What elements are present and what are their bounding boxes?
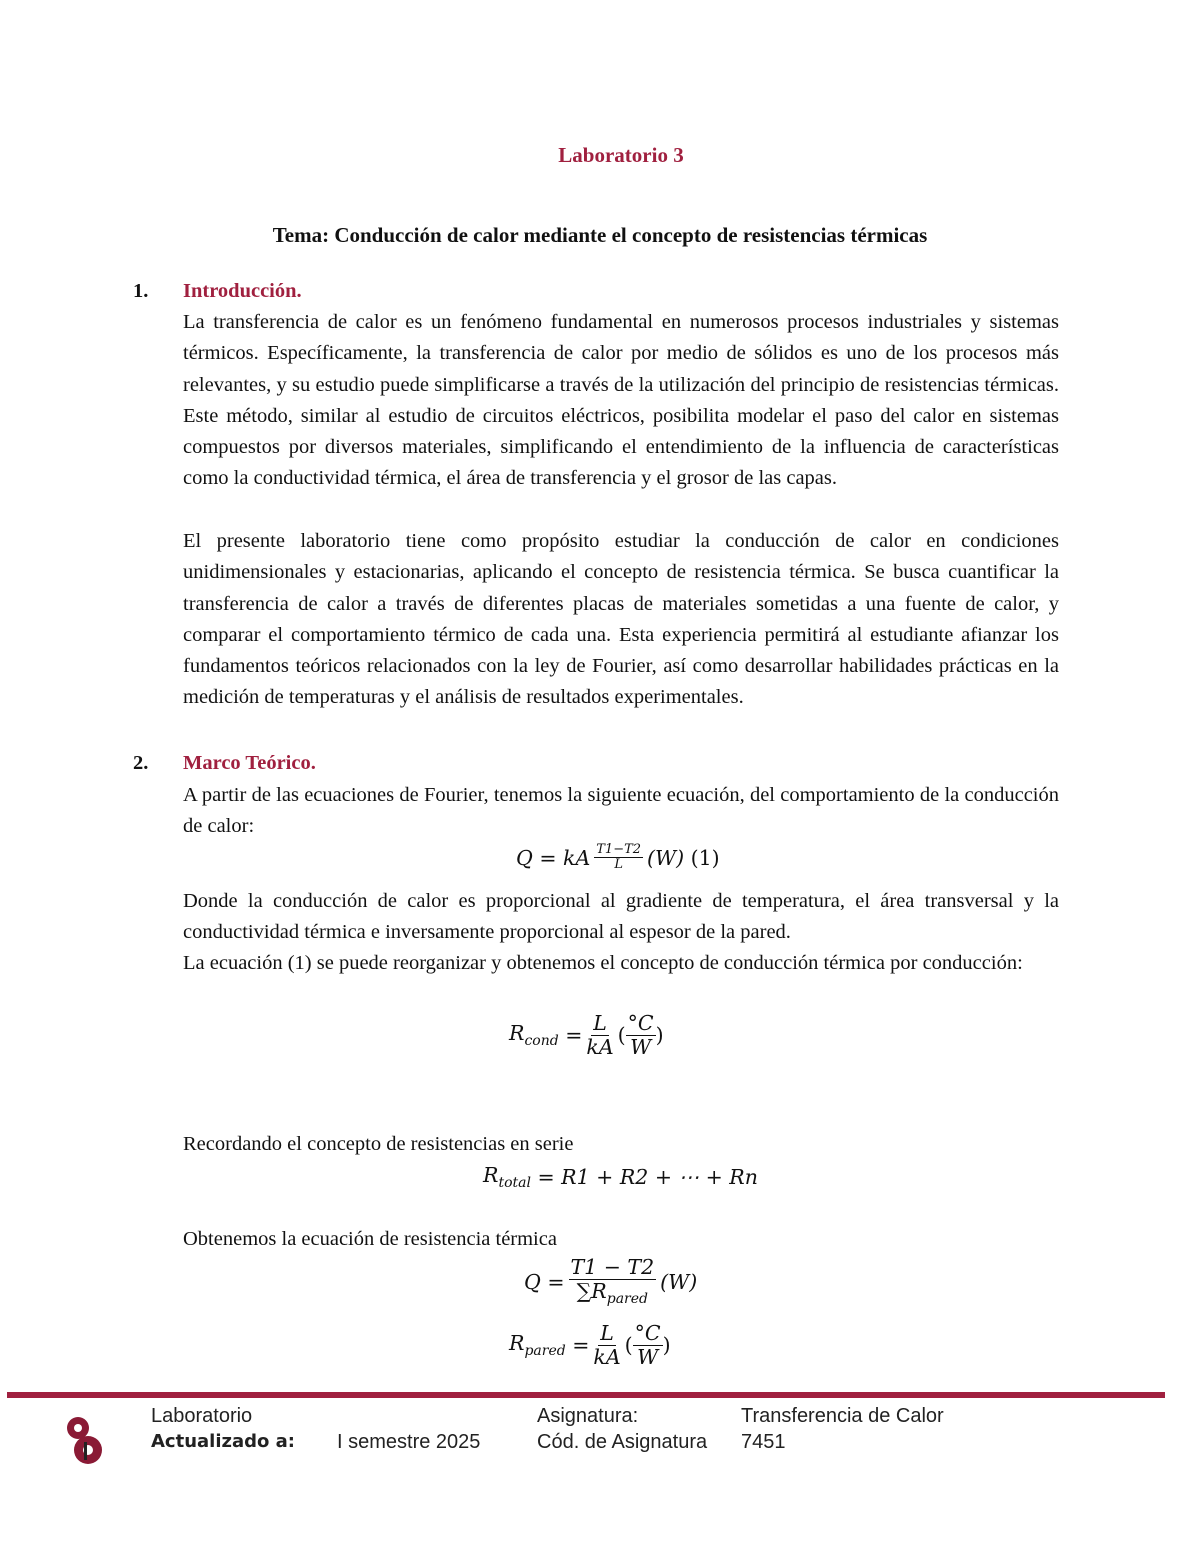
university-logo-icon (62, 1412, 108, 1474)
equation-q (524, 1256, 697, 1307)
eq-num: T1−T2 (596, 842, 642, 857)
equation-rcond: $R_{cond}$ = $\frac{L}{kA}$ ( $\frac{^\circ C}{W}$ ) (509, 1011, 664, 1059)
eq-equals: = (572, 1333, 590, 1358)
eq-sub: total (498, 1175, 531, 1192)
eq-unit-num: °C (634, 1321, 661, 1345)
document-title: Laboratorio 3 (558, 143, 684, 167)
intro-paragraph-1: La transferencia de calor es un fenómeno fundamental en numerosos procesos industriales y sistemas térmicos. Específicamente, la transferencia de calor por medio de sólidos es uno de los procesos más relevantes, y su estudio puede simplificarse a través de la utilización del principio de resistencias térmicas. Este método, similar al estudio de circuitos eléctricos, posibilita modelar el paso del calor en sistemas compuestos por diversos materiales, simplificando el entendimiento de la influencia de características como la conductividad térmica, el área de transferencia y el grosor de las capas. (183, 311, 1059, 490)
intro-paragraph-2: El presente laboratorio tiene como propósito estudiar la conducción de calor en condiciones unidimensionales y estacionarias, aplicando el concepto de resistencia térmica. Se busca cuantificar la transferencia de calor a través de diferentes placas de materiales sometidas a una fuente de calor, y comparar el comportamiento térmico de cada una. Esta experiencia permitirá al estudiante afianzar los fundamentos teóricos relacionados con la ley de Fourier, así como desarrollar habilidades prácticas en la medición de temperaturas y el análisis de resultados experimentales. (183, 530, 1059, 709)
section-heading-intro: Introducción. (183, 280, 302, 302)
eq-den: kA (593, 1344, 621, 1369)
eq-num: T1 − T2 (570, 1255, 655, 1279)
section-number: 2. (133, 752, 149, 774)
footer-label-laboratorio: Laboratorio (151, 1405, 253, 1427)
eq-lhs: Q = (524, 1269, 565, 1294)
section-heading-marco: Marco Teórico. (183, 752, 316, 774)
footer-code: 7451 (741, 1431, 786, 1453)
eq-unit-den: W (637, 1344, 659, 1369)
eq-den: kA (586, 1034, 614, 1059)
eq-tag: (1) (690, 845, 720, 870)
eq-den-sub: pared (606, 1290, 648, 1307)
eq-lhs: Q = kA (516, 845, 591, 870)
footer-subject: Transferencia de Calor (741, 1405, 944, 1427)
footer-semester: I semestre 2025 (337, 1431, 481, 1453)
eq-unit-den: W (630, 1034, 652, 1059)
eq-r: R (509, 1331, 525, 1355)
marco-paragraph-1: A partir de las ecuaciones de Fourier, tenemos la siguiente ecuación, del comportamiento de la conducción de calor: (183, 784, 1059, 838)
footer-divider (7, 1392, 1165, 1398)
eq-equals: = (565, 1023, 583, 1048)
eq-den: ∑R (576, 1278, 607, 1303)
eq-unit-num: °C (627, 1011, 654, 1035)
equation-rtotal (483, 1163, 758, 1191)
footer-label-updated: Actualizado a: (151, 1431, 295, 1452)
equation-fourier (516, 843, 720, 873)
marco-paragraph-3: La ecuación (1) se puede reorganizar y obtenemos el concepto de conducción térmica por conducción: (183, 952, 1023, 974)
eq-den: L (614, 857, 623, 873)
marco-paragraph-4: Recordando el concepto de resistencias en serie (183, 1133, 574, 1155)
footer-label-subject: Asignatura: (537, 1405, 639, 1427)
marco-paragraph-2: Donde la conducción de calor es proporcional al gradiente de temperatura, el área transversal y la conductividad térmica e inversamente proporcional al espesor de la pared. (183, 890, 1059, 944)
equation-rpared: $R_{pared}$ = $\frac{L}{kA}$ ( $\frac{^\circ C}{W}$ ) (509, 1321, 671, 1369)
section-number: 1. (133, 280, 149, 302)
eq-rhs: = R1 + R2 + ⋯ + Rn (537, 1165, 758, 1190)
eq-r: R (483, 1163, 499, 1187)
marco-paragraph-5: Obtenemos la ecuación de resistencia térmica (183, 1228, 557, 1250)
eq-unit: (W) (660, 1269, 698, 1294)
eq-num: L (593, 1011, 607, 1035)
footer-label-code: Cód. de Asignatura (537, 1431, 708, 1453)
document-topic: Tema: Conducción de calor mediante el concepto de resistencias térmicas (272, 223, 928, 247)
eq-num: L (600, 1321, 614, 1345)
eq-unit: (W) (647, 845, 685, 870)
eq-sub: cond (524, 1033, 559, 1050)
eq-sub: pared (524, 1343, 566, 1360)
eq-r: R (509, 1021, 525, 1045)
